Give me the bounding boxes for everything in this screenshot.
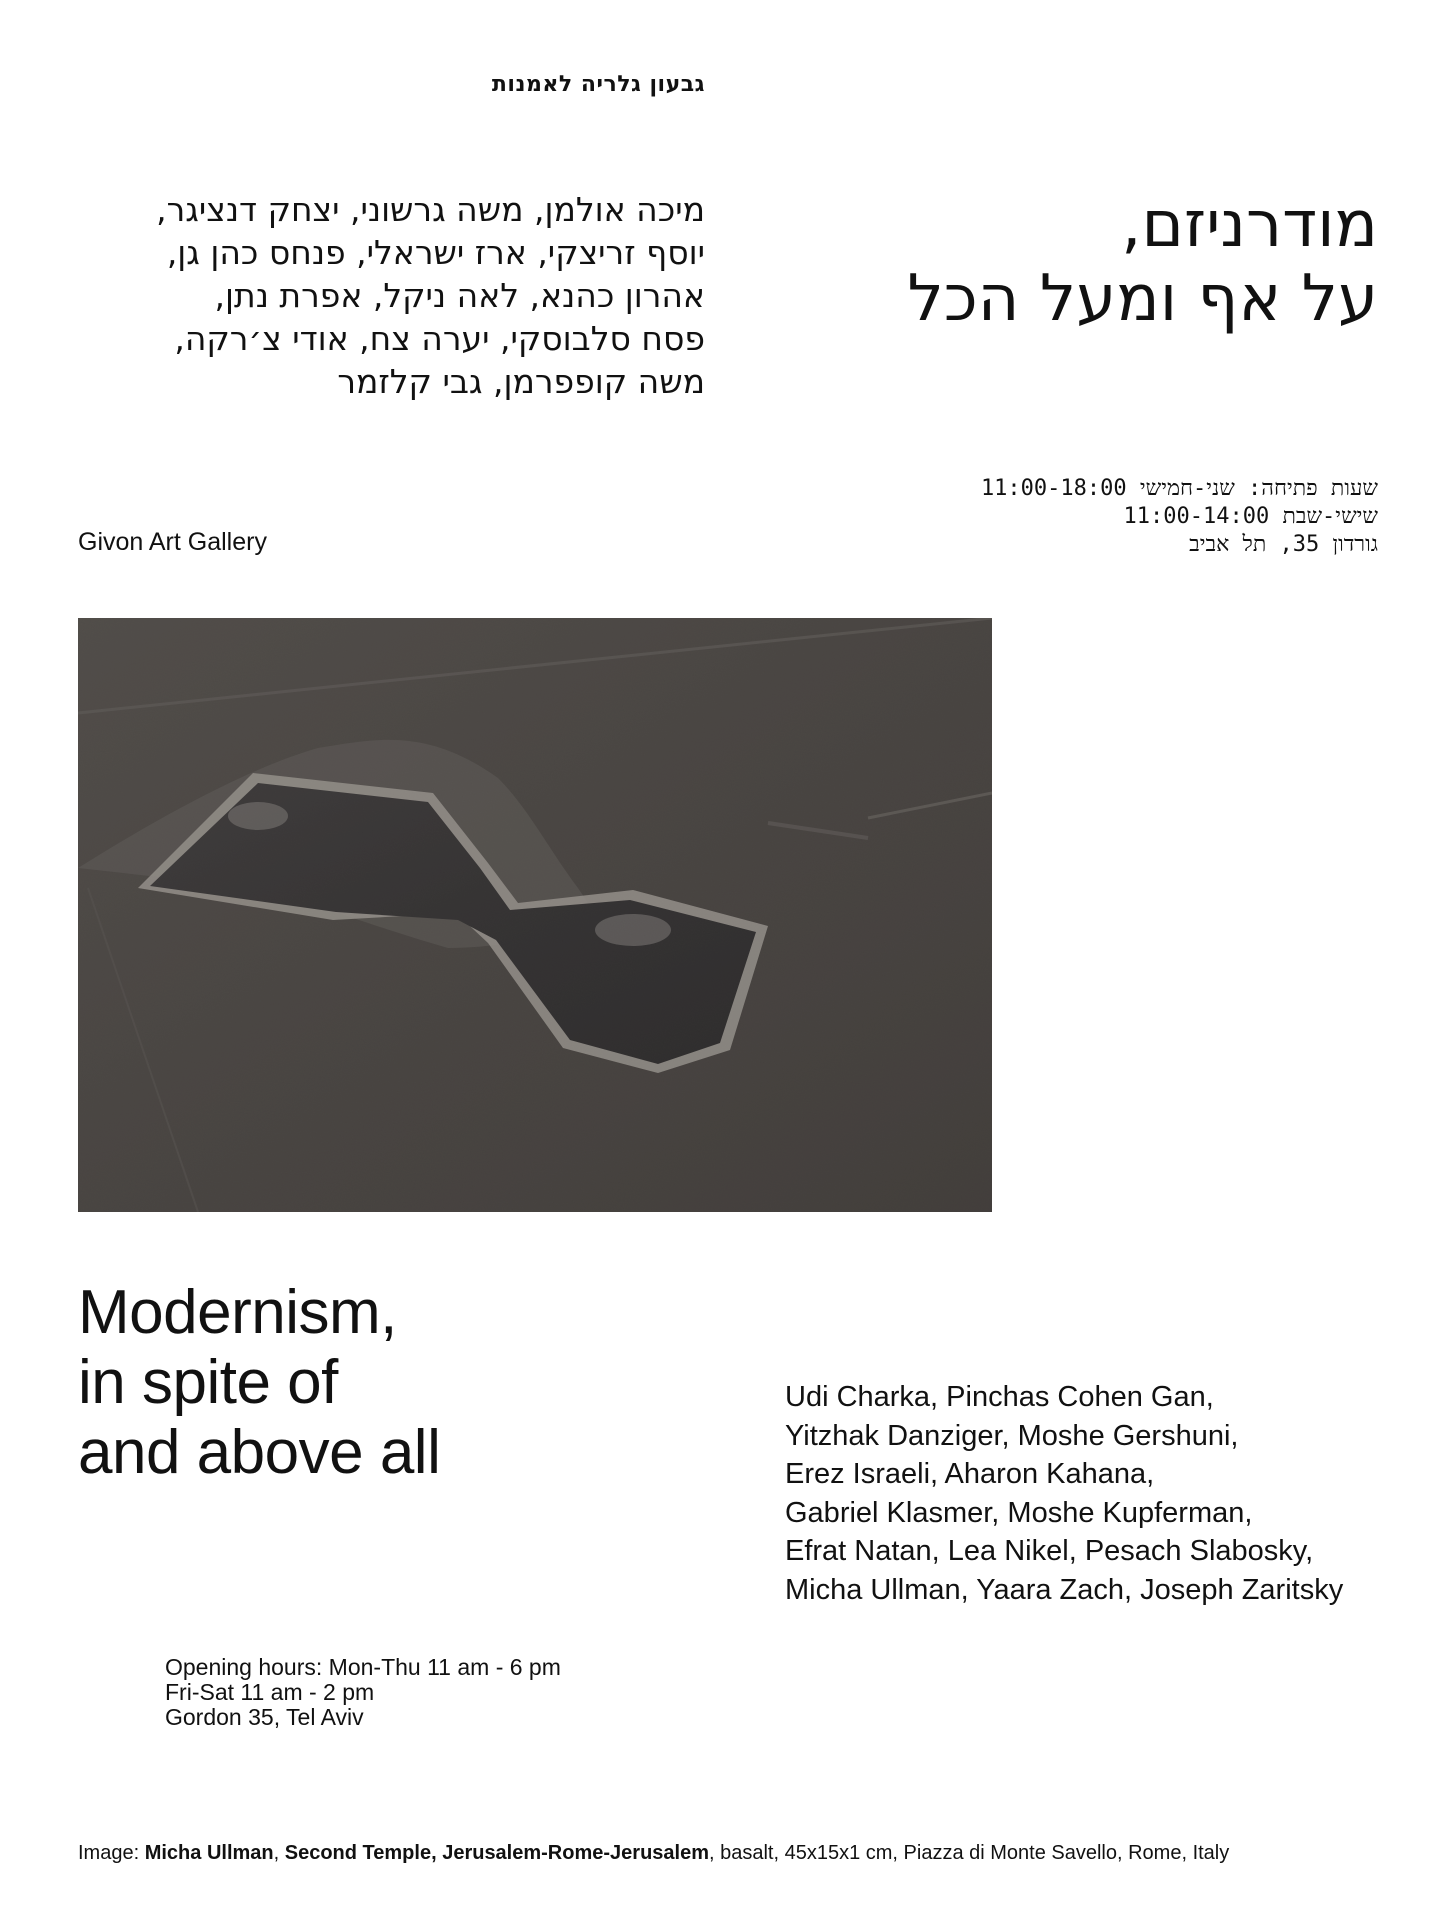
title-line: Modernism,: [78, 1278, 397, 1347]
title-line: מודרניזם,: [1121, 188, 1378, 262]
hours-line: גורדון 35, תל אביב: [1189, 532, 1378, 557]
caption-details: , basalt, 45x15x1 cm, Piazza di Monte Savello, Rome, Italy: [709, 1842, 1230, 1864]
gallery-name-hebrew: גבעון גלריה לאמנות: [491, 72, 705, 97]
hours-line: Fri-Sat 11 am - 2 pm: [165, 1679, 375, 1705]
artists-list-english: [785, 1378, 1343, 1609]
caption-work-title: Second Temple, Jerusalem-Rome-Jerusalem: [284, 1842, 709, 1864]
artists-list-hebrew: [65, 188, 705, 403]
artists-line: יוסף זריצקי, ארז ישראלי, פנחס כהן גן,: [166, 233, 705, 272]
artists-line: Udi Charka, Pinchas Cohen Gan,: [785, 1381, 1214, 1413]
texture-grain: [78, 618, 992, 1212]
exhibition-title-english: [78, 1278, 440, 1488]
caption-artist: Micha Ullman: [144, 1842, 274, 1864]
hours-line: שישי-שבת 11:00-14:00: [1123, 504, 1378, 529]
title-line: על אף ומעל הכל: [907, 262, 1378, 336]
opening-hours-english: [165, 1655, 561, 1730]
caption-prefix: Image:: [78, 1842, 145, 1864]
hours-line: Opening hours: Mon-Thu 11 am - 6 pm: [165, 1654, 561, 1680]
caption-separator: ,: [273, 1842, 285, 1864]
artists-line: פסח סלבוסקי, יערה צח, אודי צ׳רקה,: [174, 319, 705, 358]
artwork-photo: [78, 618, 992, 1212]
artists-line: אהרון כהנא, לאה ניקל, אפרת נתן,: [214, 276, 705, 315]
artists-line: Micha Ullman, Yaara Zach, Joseph Zaritsky: [785, 1573, 1344, 1606]
artists-line: Yitzhak Danziger, Moshe Gershuni,: [785, 1419, 1239, 1452]
exhibition-title-hebrew: [907, 188, 1378, 336]
title-line: in spite of: [78, 1348, 338, 1417]
artists-line: Gabriel Klasmer, Moshe Kupferman,: [785, 1496, 1253, 1529]
artists-line: משה קופפרמן, גבי קלזמר: [337, 362, 705, 401]
image-caption: [78, 1842, 1229, 1865]
gallery-name-english: Givon Art Gallery: [78, 528, 267, 556]
hours-line: שעות פתיחה: שני-חמישי 11:00-18:00: [980, 476, 1378, 501]
opening-hours-hebrew: [981, 475, 1378, 559]
artists-line: Erez Israeli, Aharon Kahana,: [785, 1458, 1155, 1490]
artists-line: Efrat Natan, Lea Nikel, Pesach Slabosky,: [785, 1535, 1314, 1567]
artists-line: מיכה אולמן, משה גרשוני, יצחק דנציגר,: [156, 190, 705, 229]
hours-line: Gordon 35, Tel Aviv: [165, 1704, 364, 1730]
title-line: and above all: [78, 1418, 441, 1487]
